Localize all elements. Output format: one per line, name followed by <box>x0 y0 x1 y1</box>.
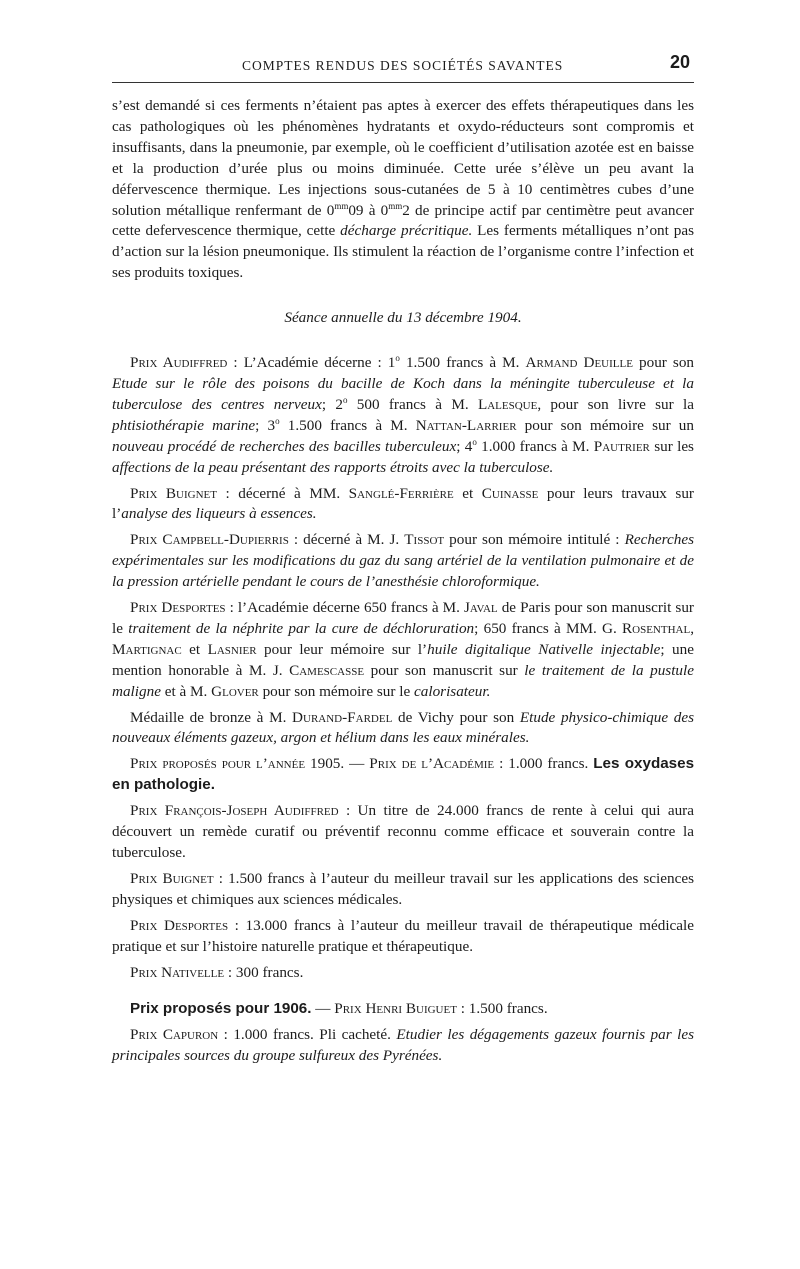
medaille-paragraph: Médaille de bronze à M. Durand-Fardel de Vichy pour son Etude physico-chimique des nouveaux éléments gazeux, argon et hélium dans les eaux minérales. <box>112 708 694 747</box>
session-heading: Séance annuelle du 13 décembre 1904. <box>284 309 522 327</box>
prix-desportes-1905-paragraph: Prix Desportes : 13.000 francs à l’auteur du meilleur travail de thérapeutique médicale pratique et sur l’histoire naturelle pratique et thérapeutique. <box>112 916 694 955</box>
prix-audiffred-paragraph: Prix Audiffred : L’Académie décerne : 1$^o$ 1.500 francs à M. Armand Deuille pour son Etude sur le rôle des poisons du bacille de Koch dans la méningite tuberculeuse et la tuberculose des centres nerveux; 2$^o$ 500 francs à M. Lalesque, pour son livre sur la phtisiothérapie marine; 3$^o$ 1.500 francs à M. Nattan-Larrier pour son mémoire sur un nouveau procédé de recherches des bacilles tuberculeux; 4$^o$ 1.000 francs à M. Pautrier sur les affections de la peau présentant des rapports étroits avec la tuberculose. <box>112 353 695 476</box>
prix-campbell-paragraph: Prix Campbell-Dupierris : décerné à M. J. Tissot pour son mémoire intitulé : Recherches expérimentales sur les modifications du gaz du sang artériel de la ventilation pulmonaire et de la pression artérielle pendant le cours de l’anesthésie chloroformique. <box>112 531 694 591</box>
prix-proposes-1905-paragraph: Prix proposés pour l’année 1905. — Prix de l’Académie : 1.000 francs. Les oxydases en pathologie. <box>112 755 695 794</box>
prix-francois-joseph-paragraph: Prix François-Joseph Audiffred : Un titre de 24.000 francs de rente à celui qui aura découvert un remède curatif ou préventif reconnu comme efficace et souverain contre la tuberculose. <box>112 802 694 861</box>
intro-paragraph: s’est demandé si ces ferments n’étaient pas aptes à exercer des effets thérapeutiques dans les cas pathologiques où les phénomènes hydratants et oxydo-réducteurs sont compromis et insuffisants, dans la pneumonie, par exemple, où le coefficient d’utilisation azotée est en baisse et la production d’urée plus ou moins diminuée. Cette urée s’élève un peu avant la défervescence thermique. Les injections sous-cutanées de 5 à 10 centimètres cubes d’une solution métallique renfermant de $0^{mm}09$ à $0^{mm}2$ de principe actif par centimètre peut avancer cette defervescence thermique, cette décharge précritique. Les ferments métalliques n’ont pas d’action sur la lésion pneumonique. Ils stimulent la réaction de l’organisme contre l’infection et ses produits toxiques. <box>112 97 694 282</box>
prix-buignet-paragraph: Prix Buignet : décerné à MM. Sanglé-Ferrière et Cuinasse pour leurs travaux sur l’analyse des liqueurs à essences. <box>112 484 694 523</box>
running-title: COMPTES RENDUS DES SOCIÉTÉS SAVANTES <box>242 58 564 73</box>
prix-nativelle-paragraph: Prix Nativelle : 300 francs. <box>130 963 304 981</box>
page-header <box>112 50 694 83</box>
page-number: 20 <box>669 52 690 72</box>
page-body <box>112 96 694 1067</box>
prix-desportes-paragraph: Prix Desportes : l’Académie décerne 650 francs à M. Javal de Paris pour son manuscrit sur le traitement de la néphrite par la cure de déchloruration; 650 francs à MM. G. Rosenthal, Martignac et Lasnier pour leur mémoire sur l’huile digitalique Nativelle injectable; une mention honorable à M. J. Camescasse pour son manuscrit sur le traitement de la pustule maligne et à M. Glover pour son mémoire sur le calorisateur. <box>112 599 694 700</box>
prix-buignet-1905-paragraph: Prix Buignet : 1.500 francs à l’auteur du meilleur travail sur les applications des sciences physiques et chimiques aux sciences médicales. <box>112 869 694 908</box>
prix-capuron-paragraph: Prix Capuron : 1.000 francs. Pli cacheté. Etudier les dégagements gazeux fournis par les principales sources du groupe sulfureux des Pyrénées. <box>112 1026 694 1065</box>
prix-proposes-1906-paragraph: Prix proposés pour 1906. — Prix Henri Buiguet : 1.500 francs. <box>130 1000 548 1018</box>
